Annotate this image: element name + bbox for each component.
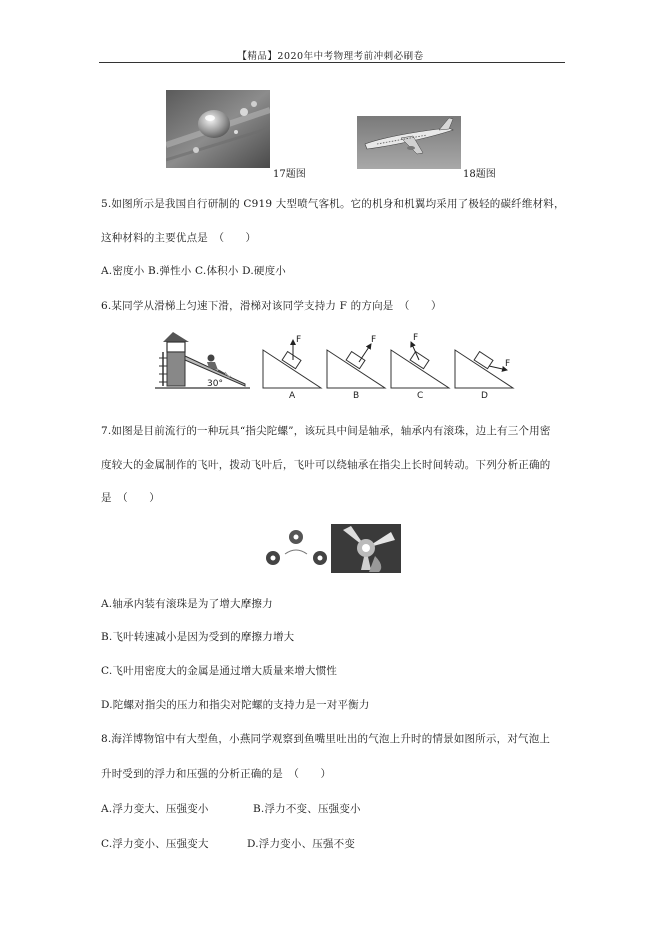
option-a-diagram	[263, 335, 321, 401]
q8-line-1: 8.海洋博物馆中有大型鱼，小燕同学观察到鱼嘴里吐出的气泡上升时的情景如图所示，对气泡上	[101, 733, 551, 745]
option-b-diagram	[327, 335, 385, 401]
q7-line-2: 度较大的金属制作的飞叶，拨动飞叶后，飞叶可以绕轴承在指尖上长时间转动。下列分析正确的	[101, 459, 551, 471]
option-c-diagram	[391, 333, 449, 401]
q8-option-b: B.浮力不变、压强变小	[253, 803, 361, 815]
water-droplet-photo	[166, 90, 270, 168]
option-b-force-label: F	[371, 335, 377, 345]
q7-line-3: 是 （ ）	[101, 492, 160, 504]
q5-line-2: 这种材料的主要优点是 （ ）	[101, 232, 257, 244]
option-d-label: D	[481, 391, 488, 401]
q7-line-1: 7.如图是目前流行的一种玩具“指尖陀螺”，该玩具中间是轴承，轴承内有滚珠，边上有三个用密	[101, 425, 551, 437]
q8-line-2: 升时受到的浮力和压强的分析正确的是 （ ）	[101, 768, 332, 780]
option-b-label: B	[353, 391, 360, 401]
fig18-caption: 18题图	[463, 169, 496, 180]
playground-slide	[155, 332, 250, 389]
q8-option-d: D.浮力变小、压强不变	[247, 838, 356, 850]
q7-option-a: A.轴承内装有滚珠是为了增大摩擦力	[101, 598, 273, 610]
q7-option-b: B.飞叶转速减小是因为受到的摩擦力增大	[101, 631, 295, 643]
option-d-diagram	[455, 350, 513, 401]
q7-option-c: C.飞叶用密度大的金属是通过增大质量来增大惯性	[101, 665, 338, 677]
airplane-photo	[357, 116, 461, 169]
fig17-caption: 17题图	[273, 169, 306, 180]
spinner-on-finger	[331, 524, 401, 573]
q8-option-c: C.浮力变小、压强变大	[101, 838, 209, 850]
page-header: 【精品】2020年中考物理考前冲刺必刷卷	[237, 51, 424, 62]
q7-option-d: D.陀螺对指尖的压力和指尖对陀螺的支持力是一对平衡力	[101, 699, 370, 711]
option-c-force-label: F	[413, 333, 419, 343]
header-rule	[99, 62, 565, 63]
option-c-label: C	[417, 391, 424, 401]
spinner-parts	[266, 530, 327, 565]
q8-option-a: A.浮力变大、压强变小	[101, 803, 209, 815]
slide-angle-label: 30°	[207, 379, 223, 389]
fidget-spinner-images	[263, 522, 403, 574]
q5-options: A.密度小 B.弹性小 C.体积小 D.硬度小	[101, 265, 286, 277]
q5-line-1: 5.如图所示是我国自行研制的 C919 大型喷气客机。它的机身和机翼均采用了极轻的碳纤维材料，	[101, 198, 565, 210]
slide-force-diagrams	[155, 328, 530, 403]
option-a-label: A	[289, 391, 296, 401]
option-a-force-label: F	[296, 335, 302, 345]
q6-line-1: 6.某同学从滑梯上匀速下滑，滑梯对该同学支持力 F 的方向是 （ ）	[101, 300, 442, 312]
option-d-force-label: F	[505, 359, 511, 369]
